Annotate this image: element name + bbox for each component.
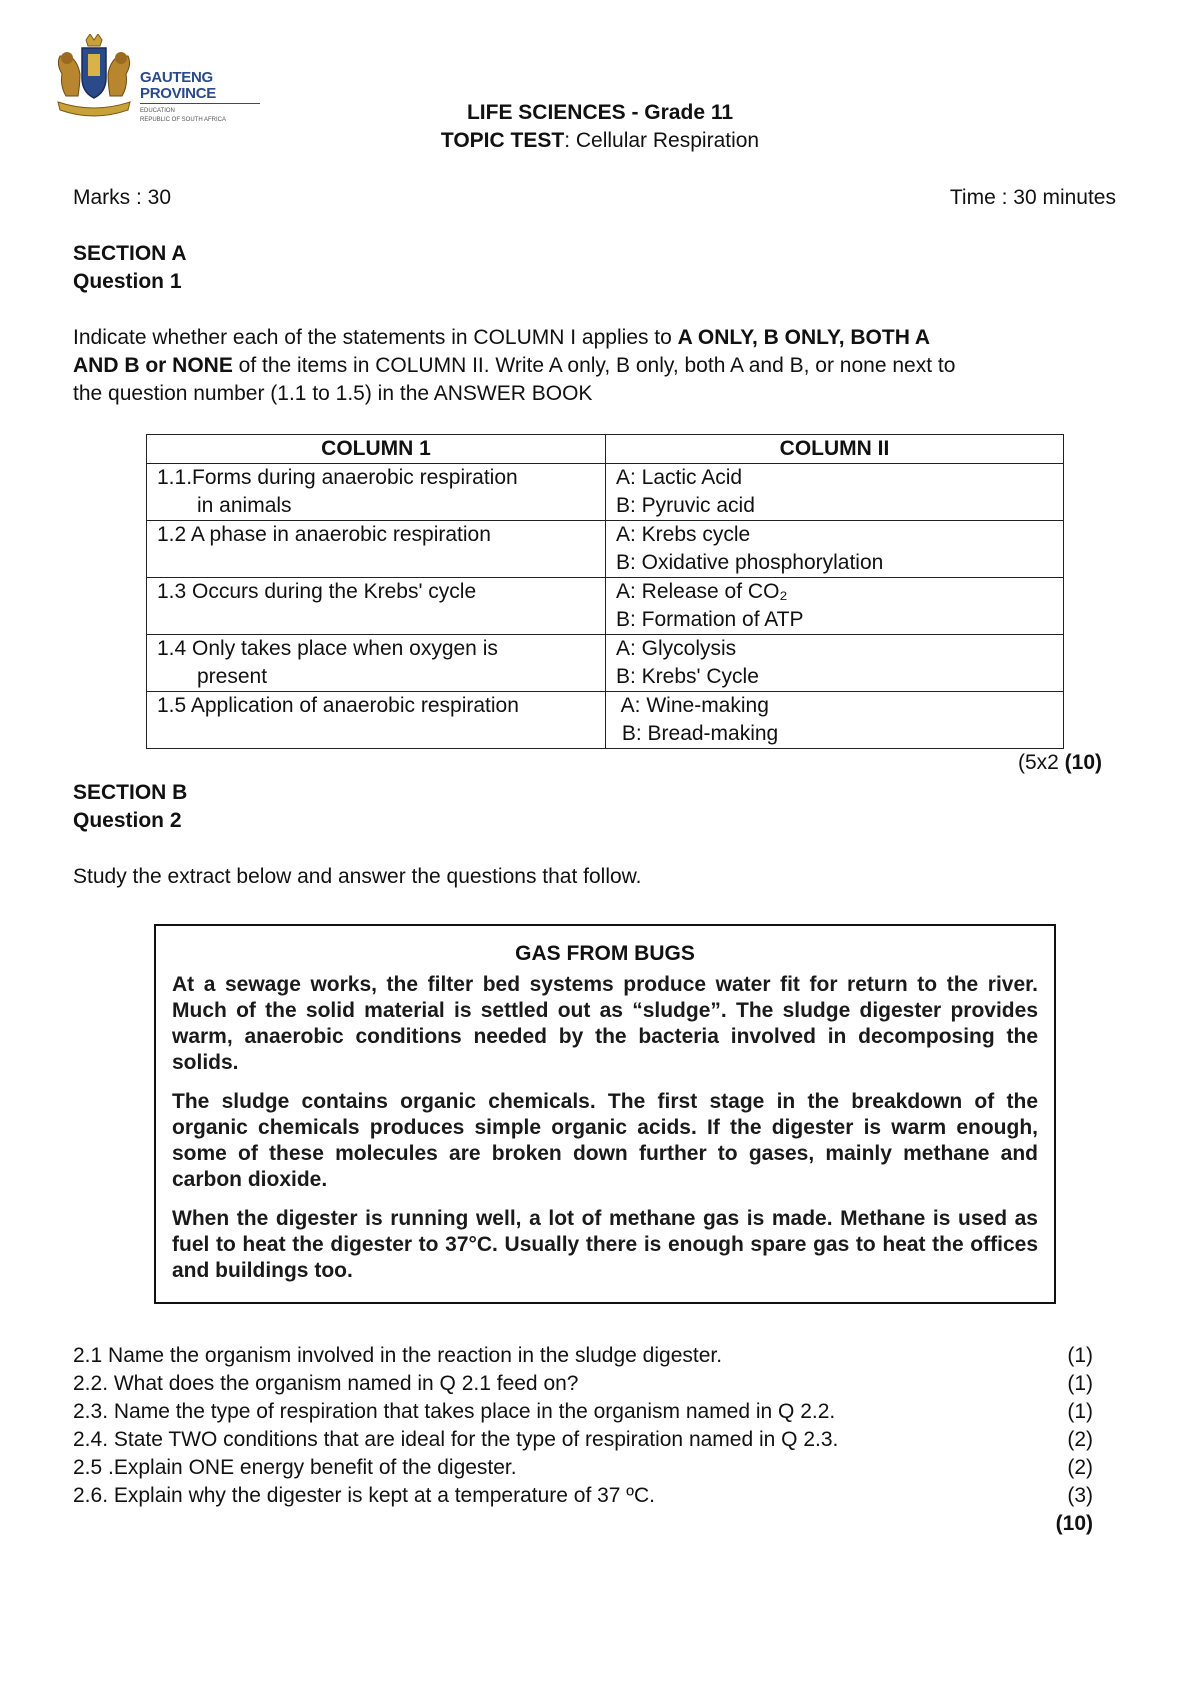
options-cell: [606, 578, 1064, 635]
instruction-bold-1: A ONLY, B ONLY, BOTH A: [677, 326, 931, 349]
option-a: A: Wine-making: [616, 694, 769, 717]
extract-paragraph-1: At a sewage works, the filter bed systems produce water fit for return to the river. Much of the solid material is settled out as “sludge”. The sludge digester provides warm, anaerobic conditions needed by the bacteria involved in decomposing the solids.: [172, 973, 1038, 1074]
extract-paragraph-3: When the digester is running well, a lot of methane gas is made. Methane is used as fuel to heat the digester to 37°C. Usually there is enough spare gas to heat the offices and buildings too.: [172, 1207, 1038, 1282]
option-b: B: Krebs' Cycle: [616, 665, 759, 688]
instruction-line-1: [73, 324, 930, 352]
question-item: [73, 1342, 1093, 1370]
table-row: [147, 521, 1064, 578]
statement-text: 1.5 Application of anaerobic respiration: [157, 694, 519, 717]
statement-cell: [147, 578, 606, 635]
question-mark: (2): [1067, 1428, 1093, 1451]
options-cell: [606, 464, 1064, 521]
statement-text-cont: present: [197, 665, 268, 688]
table-header-row: [147, 435, 1064, 464]
question-text: 2.6. Explain why the digester is kept at a temperature of 37 ºC.: [73, 1484, 655, 1507]
option-a: A: Release of CO₂: [616, 580, 788, 603]
question-text: 2.3. Name the type of respiration that takes place in the organism named in Q 2.2.: [73, 1400, 836, 1423]
instruction-text-1: Indicate whether each of the statements in COLUMN I applies to: [73, 326, 678, 349]
marks-total: (10): [1064, 751, 1102, 774]
extract-intro: Study the extract below and answer the questions that follow.: [73, 865, 642, 888]
question-item: [73, 1454, 1093, 1482]
question-mark: (2): [1067, 1456, 1093, 1479]
question-1-table: [146, 434, 1064, 749]
statement-cell: [147, 635, 606, 692]
topic-label: TOPIC TEST: [440, 129, 565, 152]
question-text: 2.4. State TWO conditions that are ideal for the type of respiration named in Q 2.3.: [73, 1428, 839, 1451]
question-mark: (1): [1067, 1372, 1093, 1395]
extract-box: [154, 924, 1056, 1304]
time-label: Time : 30 minutes: [949, 186, 1116, 209]
question-item: [73, 1370, 1093, 1398]
statement-text-cont: in animals: [197, 494, 292, 517]
section-a-heading: SECTION A: [73, 242, 187, 265]
topic-value: : Cellular Respiration: [564, 129, 760, 152]
question-mark: (1): [1067, 1400, 1093, 1423]
option-b: B: Formation of ATP: [616, 608, 804, 631]
option-a: A: Lactic Acid: [616, 466, 743, 489]
section-b-heading: SECTION B: [73, 781, 188, 804]
logo-line-1: GAUTENG PROVINCE: [140, 69, 216, 102]
question-text: 2.1 Name the organism involved in the reaction in the sludge digester.: [73, 1344, 723, 1367]
options-cell: [606, 521, 1064, 578]
marks-breakdown: (5x2: [1017, 751, 1065, 774]
table-row: [147, 464, 1064, 521]
statement-cell: [147, 692, 606, 749]
question-2-heading: Question 2: [73, 809, 182, 832]
question-1-heading: Question 1: [73, 270, 182, 293]
section-a-marks: [1018, 749, 1102, 777]
instruction-line-2: [73, 352, 955, 380]
statement-text: 1.2 A phase in anaerobic respiration: [157, 523, 491, 546]
option-a: A: Krebs cycle: [616, 523, 751, 546]
question-mark: (1): [1067, 1344, 1093, 1367]
instruction-line-3: the question number (1.1 to 1.5) in the ANSWER BOOK: [73, 382, 593, 405]
option-b: B: Pyruvic acid: [616, 494, 755, 517]
statement-cell: [147, 521, 606, 578]
question-item: [73, 1398, 1093, 1426]
option-b: B: Bread-making: [616, 722, 779, 745]
options-cell: [606, 635, 1064, 692]
marks-label: Marks : 30: [73, 186, 172, 209]
question-item: [73, 1482, 1093, 1510]
question-item: [73, 1426, 1093, 1454]
topic-line: [0, 127, 1200, 155]
logo-line-2: EDUCATION: [140, 108, 175, 114]
statement-text: 1.1.Forms during anaerobic respiration: [157, 466, 518, 489]
statement-cell: [147, 464, 606, 521]
table-row: [147, 692, 1064, 749]
statement-text: 1.3 Occurs during the Krebs' cycle: [157, 580, 477, 603]
extract-paragraph-2: The sludge contains organic chemicals. The first stage in the breakdown of the organic chemicals produces simple organic acids. If the digester is warm enough, some of these molecules are broken down further to gases, mainly methane and carbon dioxide.: [172, 1090, 1038, 1191]
statement-text: 1.4 Only takes place when oxygen is: [157, 637, 498, 660]
option-b: B: Oxidative phosphorylation: [616, 551, 884, 574]
table-row: [147, 578, 1064, 635]
instruction-bold-2: AND B or NONE: [73, 354, 233, 377]
question-2-total: (10): [1055, 1512, 1093, 1535]
column-2-header: COLUMN II: [606, 435, 1064, 464]
question-mark: (3): [1067, 1484, 1093, 1507]
extract-title: GAS FROM BUGS: [515, 942, 695, 965]
option-a: A: Glycolysis: [616, 637, 737, 660]
instruction-text-2: of the items in COLUMN II. Write A only, B only, both A and B, or none next to: [232, 354, 956, 377]
table-row: [147, 635, 1064, 692]
column-1-header: COLUMN 1: [147, 435, 606, 464]
question-text: 2.2. What does the organism named in Q 2.1 feed on?: [73, 1372, 579, 1395]
question-text: 2.5 .Explain ONE energy benefit of the digester.: [73, 1456, 517, 1479]
page-title: LIFE SCIENCES - Grade 11: [466, 101, 734, 124]
options-cell: [606, 692, 1064, 749]
logo-line-3: REPUBLIC OF SOUTH AFRICA: [140, 117, 227, 123]
